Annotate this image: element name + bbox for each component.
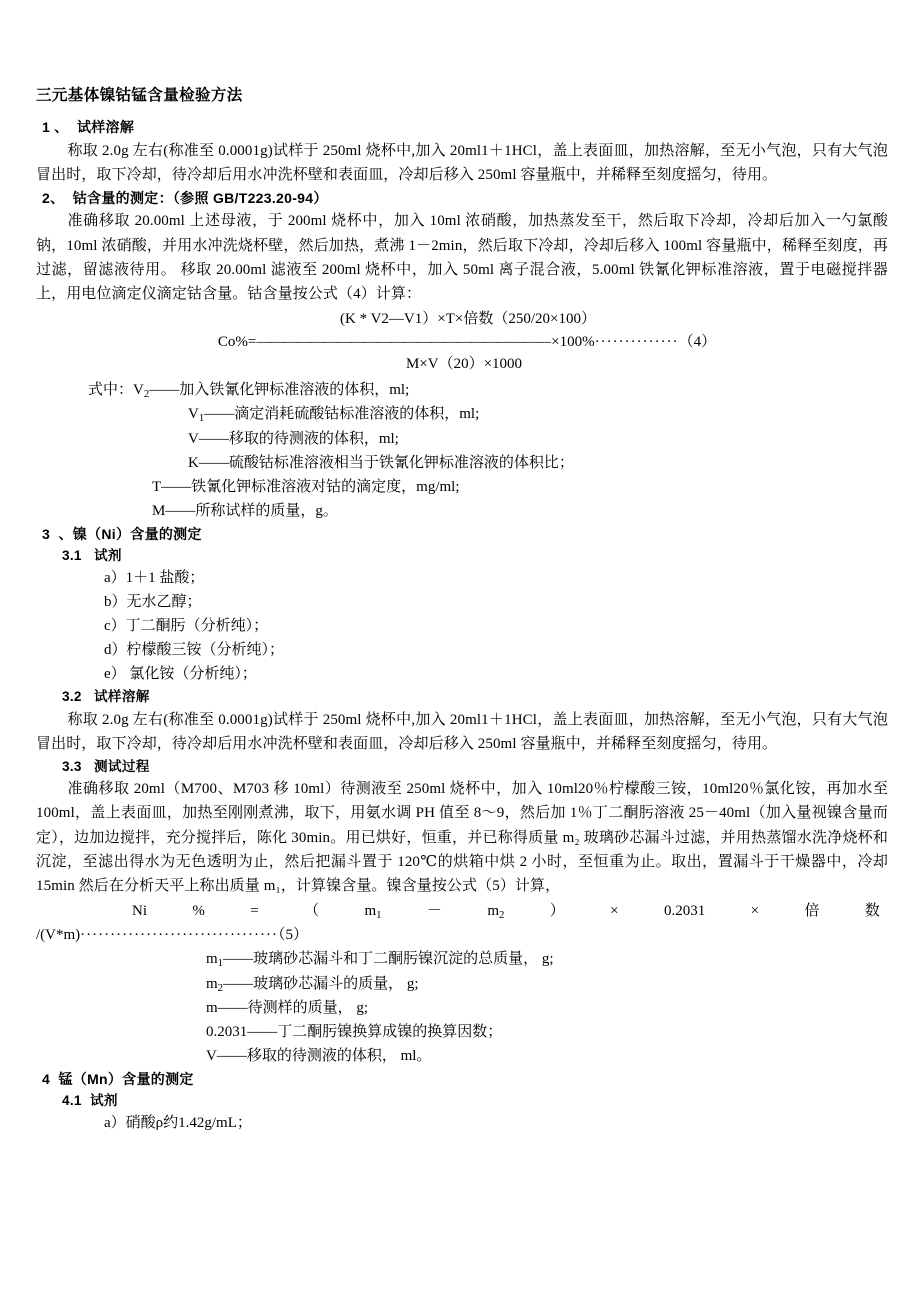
- definition-text-V: ——移取的待测液的体积，ml;: [198, 430, 399, 447]
- section-1-heading: 1 、 试样溶解: [42, 119, 135, 136]
- section-2-heading: 2、 钴含量的测定：（参照 GB/T223.20-94）: [42, 189, 328, 206]
- section-3-3-heading: 3.3 测试过程: [62, 759, 150, 775]
- symbol-factor: 0.2031: [206, 1024, 248, 1041]
- page-title: 三元基体镍钴锰含量检验方法: [36, 87, 243, 104]
- reagent-item-e: e） 氯化铵（分析纯）；: [104, 666, 257, 683]
- nickel-token-ni: Ni: [132, 902, 147, 919]
- nickel-token-paren-close: ）: [549, 902, 565, 919]
- cobalt-where-line-5: [36, 475, 888, 499]
- cobalt-formula: [36, 308, 888, 376]
- nickel-token-times-2: ×: [750, 902, 760, 919]
- nickel-where-line-1: [36, 947, 888, 971]
- symbol-T: T: [152, 479, 162, 496]
- nickel-where-line-4: [36, 1020, 888, 1044]
- definition-text-m1: ——玻璃砂芯漏斗和丁二酮肟镍沉淀的总质量， g;: [223, 951, 554, 968]
- subscript: 2: [143, 387, 150, 400]
- nickel-token-bei: 倍: [804, 902, 820, 919]
- reagent-item-mn-a: a）硝酸ρ约1.42g/mL；: [104, 1115, 252, 1132]
- subscript: 2: [217, 981, 224, 994]
- cobalt-where-line-1: [36, 378, 888, 402]
- nickel-token-factor: 0.2031: [664, 902, 706, 919]
- cobalt-formula-numerator: (K * V2—V1）×T×倍数（250/20×100）: [340, 311, 596, 328]
- cobalt-formula-tag: （4）: [678, 333, 717, 350]
- reagent-item-a: a）1＋1 盐酸；: [104, 570, 205, 587]
- fraction-bar: ——————————————————————: [256, 334, 552, 350]
- nickel-token-m2: $m_2$: [487, 902, 505, 921]
- cobalt-where-line-3: [36, 427, 888, 451]
- symbol-m1: $m_1$: [206, 951, 224, 970]
- nickel-token-equals: =: [250, 902, 259, 919]
- definition-text-V1: ——滴定消耗硫酸钴标准溶液的体积，ml;: [204, 406, 480, 423]
- reagent-item-b: b）无水乙醇；: [104, 594, 202, 611]
- section-3-2-paragraph: 称取 2.0g 左右(称准至 0.0001g)试样于 250ml 烧杯中,加入 20ml1＋1HCl，盖上表面皿，加热溶解，至无小气泡，只有大气泡冒出时，取下冷却，待冷却后用水冲洗杯壁和表面皿，冷却后移入 250ml 容量瓶中，并稀释至刻度摇匀，待用。: [36, 711, 888, 752]
- definition-text-factor: ——丁二酮肟镍换算成镍的换算因数；: [247, 1024, 503, 1041]
- definition-text-m2: ——玻璃砂芯漏斗的质量， g;: [223, 975, 419, 992]
- nickel-token-shu: 数: [864, 902, 880, 919]
- nickel-where-line-3: [36, 996, 888, 1020]
- symbol-m: m: [206, 999, 218, 1016]
- nickel-denominator: /(V*m): [36, 926, 81, 943]
- section-3-heading: 3 、镍（Ni）含量的测定: [42, 525, 202, 542]
- cobalt-where-line-6: [36, 499, 888, 523]
- symbol-K: K: [188, 454, 199, 471]
- section-1-paragraph: 称取 2.0g 左右(称准至 0.0001g)试样于 250ml 烧杯中,加入 20ml1＋1HCl，盖上表面皿，加热溶解，至无小气泡，只有大气泡冒出时，取下冷却，待冷却后用水冲洗杯壁和表面皿，冷却后移入 250ml 容量瓶中，并稀释至刻度摇匀，待用。: [36, 142, 888, 184]
- cobalt-formula-leader-dots: ··············: [594, 333, 679, 350]
- cobalt-formula-denominator: M×V（20）×1000: [405, 356, 523, 373]
- symbol-V-nickel: V: [206, 1048, 217, 1065]
- nickel-formula-line: [36, 899, 888, 923]
- nickel-leader-dots: ·································: [80, 926, 279, 943]
- nickel-token-percent: %: [192, 902, 205, 919]
- subscript: 2: [499, 908, 505, 921]
- cobalt-formula-rhs: ×100%: [551, 333, 595, 350]
- reagent-item-d: d）柠檬酸三铵（分析纯）；: [104, 642, 285, 659]
- section-4-1-heading: 4.1 试剂: [62, 1093, 118, 1109]
- nickel-token-paren-open: （: [304, 902, 320, 919]
- nickel-token-m1: $m_1$: [364, 902, 382, 921]
- nickel-where-line-2: [36, 972, 888, 996]
- nickel-formula-continuation: [36, 923, 888, 947]
- subscript: 1: [198, 412, 205, 425]
- definition-text-K: ——硫酸钴标准溶液相当于铁氰化钾标准溶液的体积比；: [198, 454, 574, 471]
- cobalt-where-line-2: [36, 402, 888, 426]
- symbol-m2: $m_2$: [206, 975, 224, 994]
- nickel-formula-tag: （5）: [278, 926, 309, 943]
- definition-text-T: ——铁氰化钾标准溶液对钴的滴定度，mg/ml;: [161, 479, 460, 496]
- cobalt-where-line-4: [36, 451, 888, 475]
- nickel-token-minus: －: [426, 902, 442, 919]
- section-4-heading: 4 锰（Mn）含量的测定: [42, 1070, 194, 1087]
- subscript: 1: [376, 908, 382, 921]
- definition-text-m: ——待测样的质量， g;: [217, 999, 369, 1016]
- cobalt-formula-lhs: Co%=: [217, 333, 257, 350]
- section-3-1-heading: 3.1 试剂: [62, 548, 122, 564]
- definition-text-V2: ——加入铁氰化钾标准溶液的体积，ml;: [149, 381, 410, 398]
- symbol-V2: $V_2$: [133, 381, 150, 400]
- nickel-token-times-1: ×: [610, 902, 619, 919]
- nickel-where-line-5: [36, 1044, 888, 1068]
- section-3-3-paragraph: 准确移取 20ml（M700、M703 移 10ml）待测液至 250ml 烧杯中，加入 10ml20％柠檬酸三铵，10ml20％氯化铵，再加水至 100ml，盖上表面皿，加热至刚刚煮沸，取下，用氨水调 PH 值至 8～9，然后加 1％丁二酮肟溶液 25－40ml（加入量视镍含量而定），边加边搅拌，充分搅拌后，陈化 30min。用已烘好，恒重，并已称得质量 m₂ 玻璃砂芯漏斗过滤，并用热蒸馏水洗净烧杯和沉淀，至滤出得水为无色透明为止，然后把漏斗置于 120℃的烘箱中烘 2 小时，至恒重为止。取出，置漏斗于干燥器中，冷却 15min 然后在分析天平上称出质量 m₁，计算镍含量。镍含量按公式（5）计算，: [36, 781, 888, 895]
- reagent-item-c: c）丁二酮肟（分析纯）；: [104, 618, 269, 635]
- cobalt-formula-main-line: [36, 331, 888, 354]
- section-3-2-heading: 3.2 试样溶解: [62, 689, 150, 705]
- definition-text-V-nickel: ——移取的待测液的体积， ml。: [216, 1048, 432, 1065]
- symbol-M: M: [152, 503, 166, 520]
- definition-text-M: ——所称试样的质量，g。: [165, 503, 338, 520]
- section-2-paragraph: 准确移取 20.00ml 上述母液，于 200ml 烧杯中，加入 10ml 浓硝酸，加热蒸发至干，然后取下冷却，冷却后加入一勺氯酸钠，10ml 浓硝酸，并用水冲洗烧杯壁，然后加热，煮沸 1－2min，然后取下冷却，冷却后移入 100ml 容量瓶中，稀释至刻度，再过滤，留滤液待用。 移取 20.00ml 滤液至 200ml 烧杯中，加入 50ml 离子混合液，5.00ml 铁氰化钾标准溶液，置于电磁搅拌器上，用电位滴定仪滴定钴含量。钴含量按公式（4）计算：: [36, 213, 888, 303]
- subscript: 1: [217, 957, 224, 970]
- symbol-V1: $V_1$: [188, 406, 205, 425]
- where-label: 式中：: [88, 381, 134, 398]
- symbol-V: V: [188, 430, 199, 447]
